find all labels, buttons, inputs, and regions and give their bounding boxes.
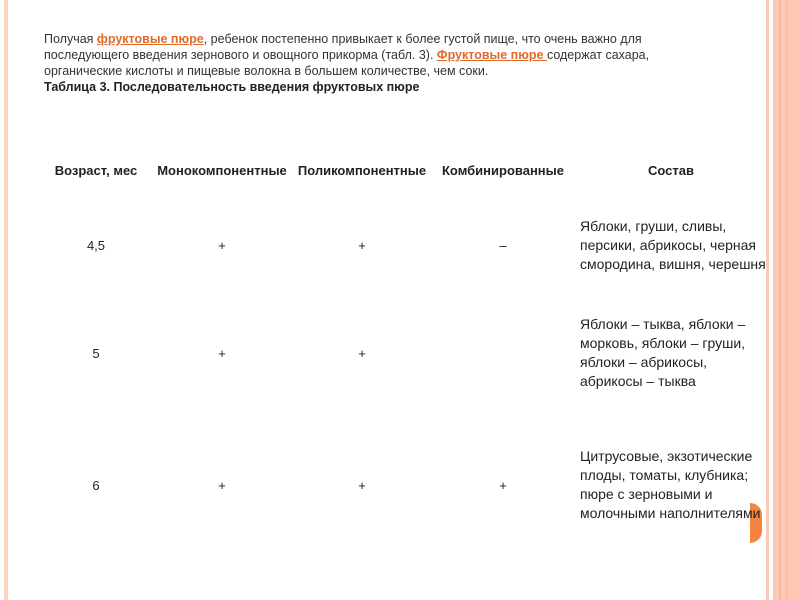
decorative-band-line (786, 0, 788, 600)
cell-mono: + (218, 237, 226, 253)
table-caption: Таблица 3. Последовательность введения фруктовых пюре (44, 80, 420, 94)
cell-age: 4,5 (86, 237, 106, 253)
cell-age: 5 (92, 345, 100, 361)
header-composition: Состав (648, 162, 694, 178)
table-row (40, 298, 768, 408)
decorative-band-line (779, 0, 781, 600)
decorative-left-stripe (4, 0, 8, 600)
table-row (40, 408, 768, 562)
cell-composition: Яблоки – тыква, яблоки – морковь, яблоки – груши, яблоки – абрикосы, абрикосы – тыква (580, 316, 746, 389)
fruit-puree-link-2[interactable]: Фруктовые пюре (436, 48, 547, 62)
fruit-puree-link[interactable]: фруктовые пюре (96, 32, 204, 46)
header-combined: Комбинированные (442, 162, 564, 178)
cell-combined: – (499, 237, 507, 253)
cell-poly: + (358, 477, 366, 493)
cell-combined (432, 298, 574, 408)
header-mono: Монокомпонентные (157, 162, 287, 178)
cell-combined: + (499, 477, 507, 493)
cell-poly: + (358, 237, 366, 253)
cell-age: 6 (92, 477, 100, 493)
header-poly: Поликомпонентные (297, 162, 427, 178)
fruit-puree-table (40, 148, 768, 562)
table-header-row (40, 148, 768, 192)
cell-composition: Цитрусовые, экзотические плоды, томаты, клубника; пюре с зерновыми и молочными наполнителями (580, 448, 761, 521)
cell-mono: + (218, 477, 226, 493)
intro-text: содержат сахара, органические кислоты и пищевые волокна в большем количестве, чем соки. (44, 48, 650, 78)
intro-text: , ребенок постепенно привыкает к более густой пище, что очень важно для последующего введения зернового и овощного прикорма (табл. 3). (44, 32, 642, 62)
decorative-right-band (773, 0, 800, 600)
table-row (40, 192, 768, 298)
cell-mono: + (218, 345, 226, 361)
cell-composition: Яблоки, груши, сливы, персики, абрикосы, черная смородина, вишня, черешня (580, 217, 766, 272)
intro-paragraph (44, 31, 724, 95)
cell-poly: + (358, 345, 366, 361)
header-age: Возраст, мес (54, 162, 138, 178)
intro-text: Получая (44, 32, 97, 46)
